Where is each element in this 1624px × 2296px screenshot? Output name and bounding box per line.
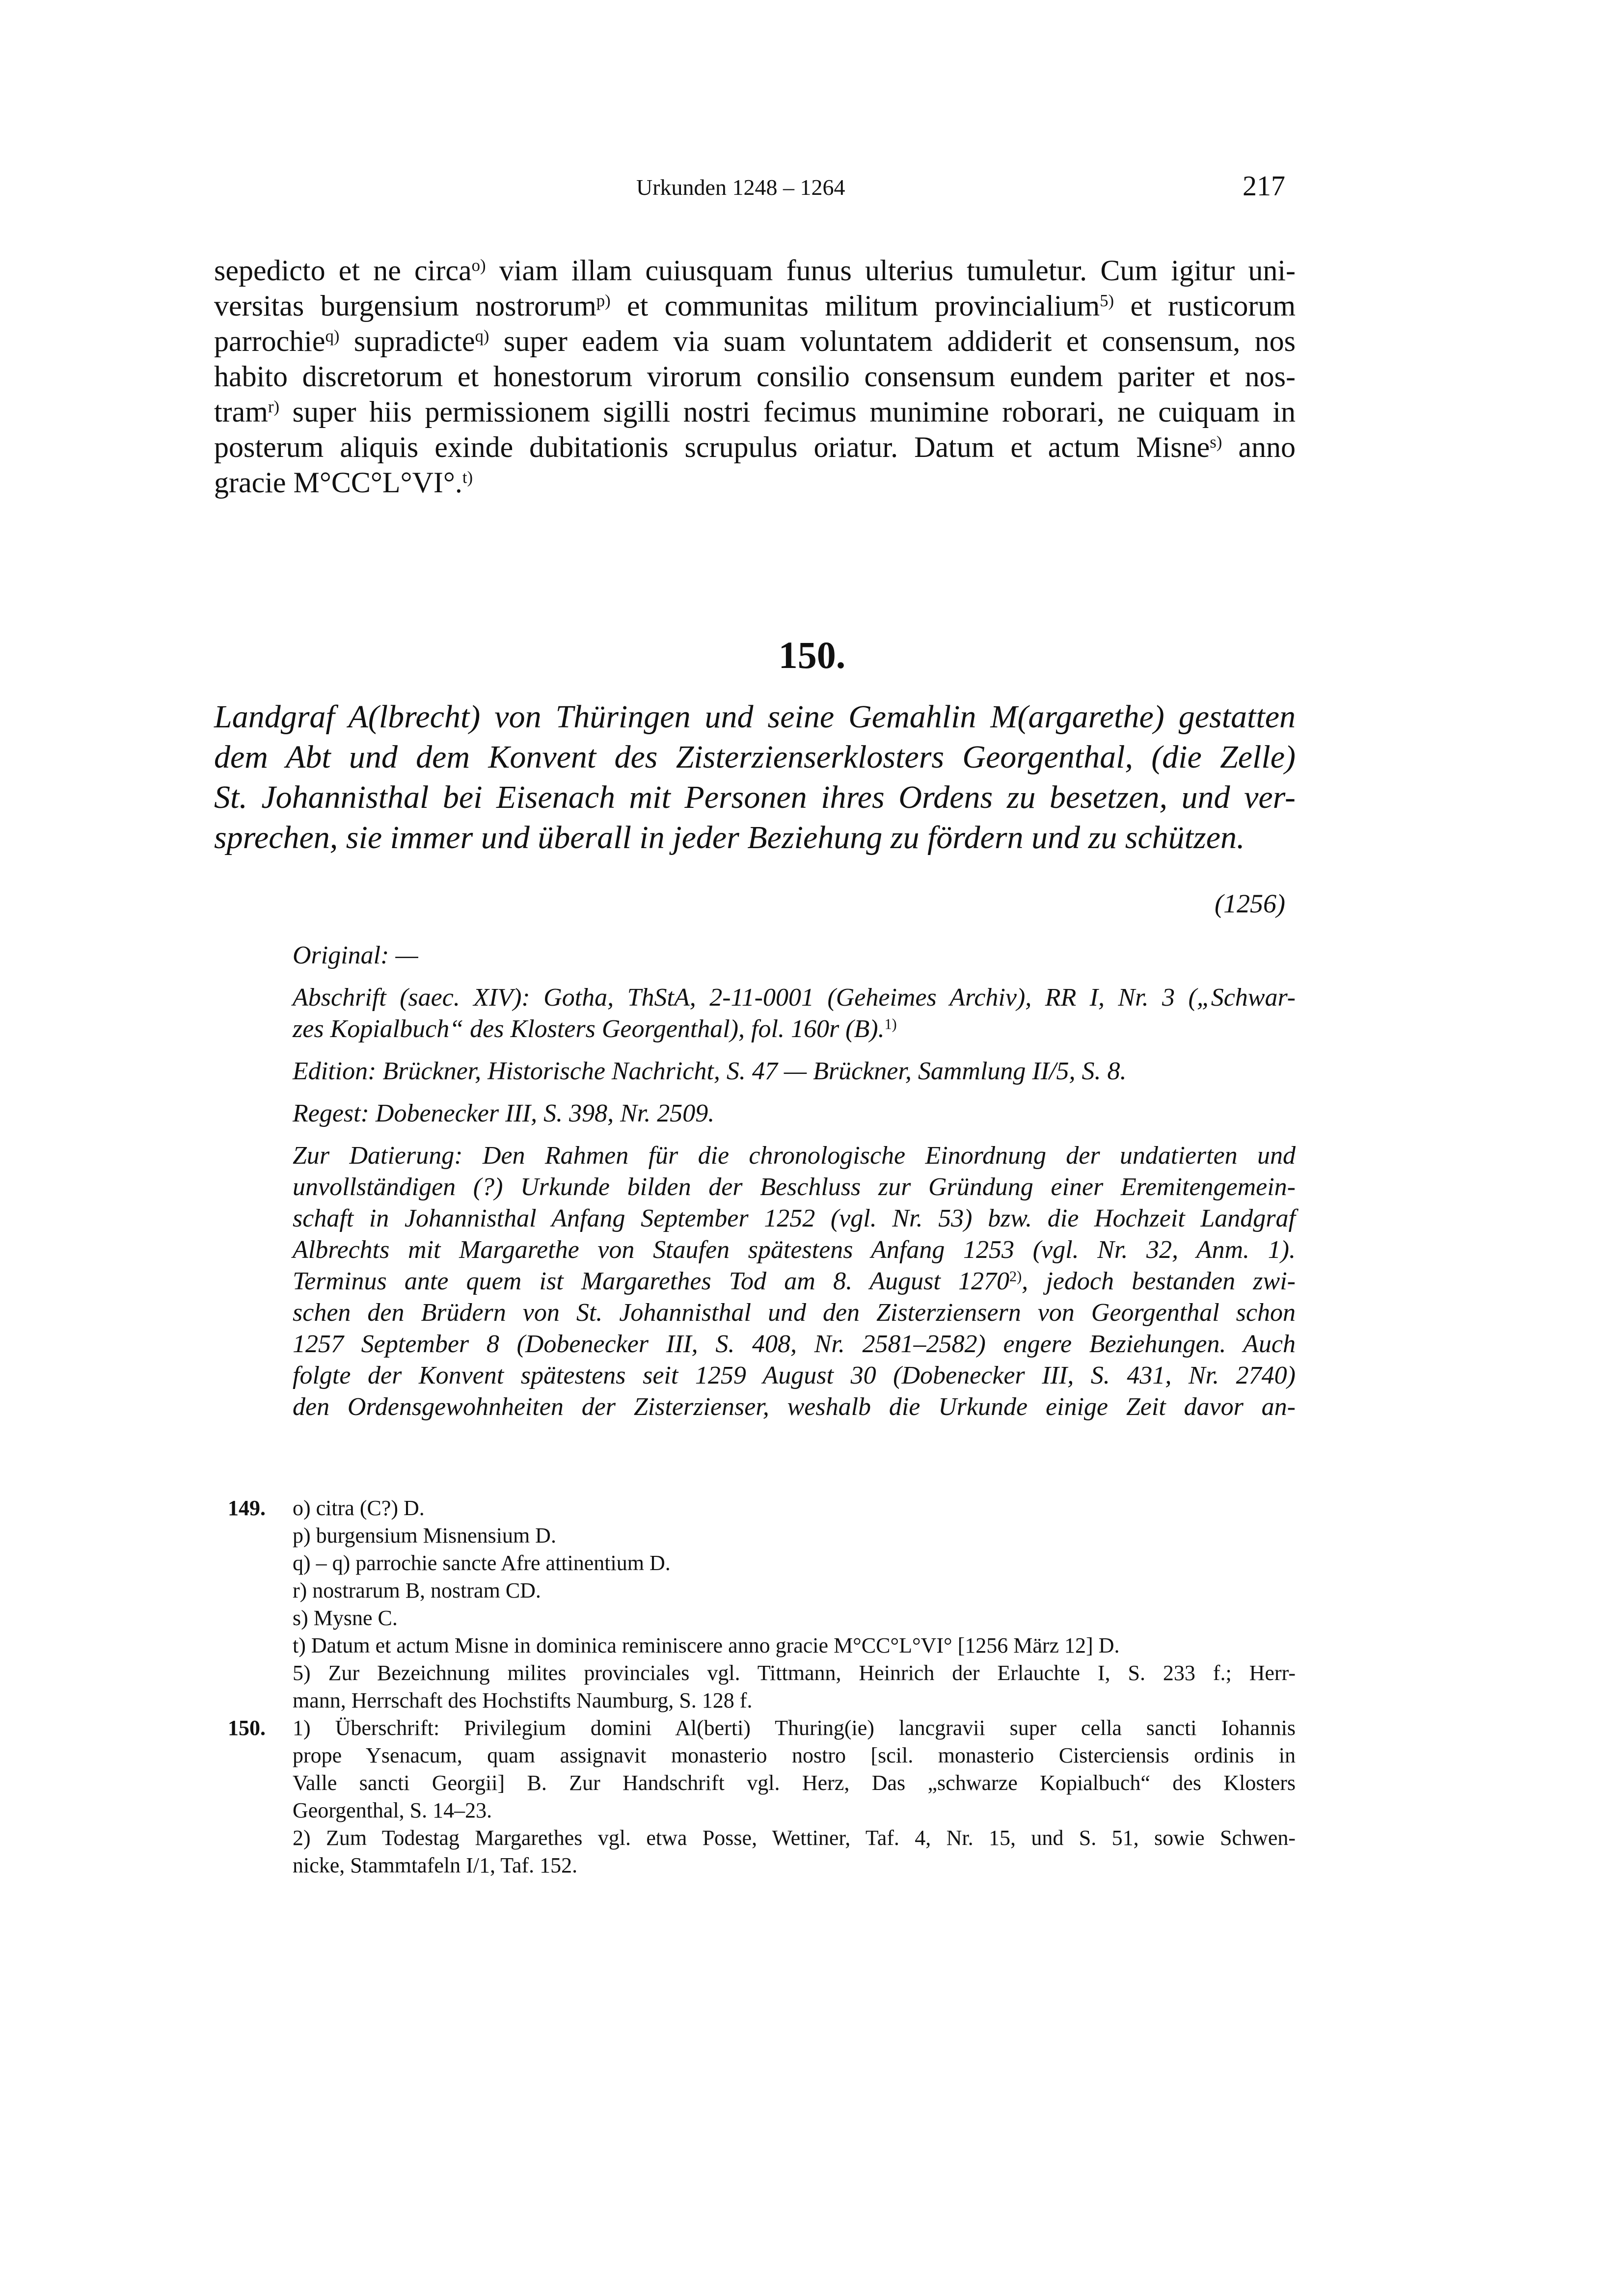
body-line: tram$^{r)}$ super hiis permissionem sigilli nostri fecimus munimine roborari, ne cuiquam in (214, 396, 1296, 428)
body-line: parrochie$^{q)}$ supradicte$^{q)}$ super eadem via suam voluntatem addiderit et consensum, nos (214, 325, 1296, 357)
abschrift-entry: Abschrift (saec. XIV): Gotha, ThStA, 2-11-0001 (Geheimes Archiv), RR I, Nr. 3 („Schwar- zes Kopialbuch“ des Klosters Georgenthal), fol. 160r (B).$^{1)}$ (293, 984, 1296, 1043)
body-line: gracie M°CC°L°VI°.$^{t)}$ (214, 466, 473, 499)
footnote-group-number: 149. (228, 1496, 266, 1520)
footnote-line: mann, Herrschaft des Hochstifts Naumburg, S. 128 f. (293, 1688, 753, 1712)
edition-entry: Edition: Brückner, Historische Nachricht, S. 47 — Brückner, Sammlung II/5, S. 8. (293, 1057, 1127, 1085)
footnote-line: Valle sancti Georgii] B. Zur Handschrift vgl. Herz, Das „schwarze Kopialbuch“ des Klosters (293, 1771, 1296, 1795)
footnote-group-150 (214, 1714, 1296, 1879)
footnote-line: o) citra (C?) D. (293, 1496, 425, 1520)
footnote-line: p) burgensium Misnensium D. (293, 1523, 556, 1548)
regest-line: Landgraf A(lbrecht) von Thüringen und seine Gemahlin M(argarethe) gestatten (214, 699, 1296, 735)
running-head: Urkunden 1248 – 1264 (636, 175, 845, 200)
footnote-line: s) Mysne C. (293, 1606, 398, 1630)
original-entry: Original: — (293, 941, 418, 969)
page-number: 217 (1243, 170, 1285, 202)
body-line: posterum aliquis exinde dubitationis scrupulus oriatur. Datum et actum Misne$^{s)}$ anno (214, 431, 1296, 463)
document-date: (1256) (1215, 889, 1285, 918)
footnote-line: q) – q) parrochie sancte Afre attinentium D. (293, 1551, 671, 1575)
regest-line: sprechen, sie immer und überall in jeder Beziehung zu fördern und zu schützen. (214, 820, 1245, 855)
footnote-line: Georgenthal, S. 14–23. (293, 1798, 492, 1822)
footnote-line: 2) Zum Todestag Margarethes vgl. etwa Posse, Wettiner, Taf. 4, Nr. 15, und S. 51, sowie Schwen- (293, 1826, 1296, 1850)
body-line: sepedicto et ne circa$^{o)}$ viam illam cuiusquam funus ulterius tumuletur. Cum igitur uni- (214, 254, 1296, 287)
footnote-line: t) Datum et actum Misne in dominica reminiscere anno gracie M°CC°L°VI° [1256 März 12] D. (293, 1633, 1120, 1657)
footnote-group-number: 150. (228, 1716, 266, 1740)
regest-summary (214, 697, 1296, 858)
source-apparatus (293, 940, 1296, 1434)
regest-line: dem Abt und dem Konvent des Zisterzienserklosters Georgenthal, (die Zelle) (214, 739, 1296, 775)
body-line: versitas burgensium nostrorum$^{p)}$ et communitas militum provincialium$^{5)}$ et rusticorum (214, 290, 1296, 322)
footnote-line: 5) Zur Bezeichnung milites provinciales vgl. Tittmann, Heinrich der Erlauchte I, S. 233 f.; Herr- (293, 1661, 1296, 1685)
footnote-line: 1) Überschrift: Privilegium domini Al(berti) Thuring(ie) lancgravii super cella sancti Iohannis (293, 1716, 1296, 1740)
document-149-text-continuation (214, 253, 1296, 500)
regest-entry: Regest: Dobenecker III, S. 398, Nr. 2509. (293, 1099, 715, 1127)
footnote-line: r) nostrarum B, nostram CD. (293, 1578, 541, 1602)
body-line: habito discretorum et honestorum virorum consilio consensum eundem pariter et nos- (214, 360, 1296, 393)
footnote-line: nicke, Stammtafeln I/1, Taf. 152. (293, 1853, 578, 1877)
regest-line: St. Johannisthal bei Eisenach mit Personen ihres Ordens zu besetzen, und ver- (214, 779, 1296, 815)
footnote-group-149 (214, 1495, 1296, 1714)
footnote-line: prope Ysenacum, quam assignavit monasterio nostro [scil. monasterio Cisterciensis ordinis in (293, 1743, 1296, 1767)
document-number: 150. (778, 634, 846, 676)
footnotes (214, 1495, 1296, 1879)
datierung-entry: Zur Datierung: Den Rahmen für die chronologische Einordnung der undatierten und unvollständigen (?) Urkunde bilden der Beschluss zur Gründung einer Eremitengemein- schaft in Johannisthal Anfang September 1252 (vgl. Nr. 53) bzw. die Hochzeit Landgraf Albrechts mit Margarethe von Staufen spätestens Anfang 1253 (vgl. Nr. 32, Anm. 1). Terminus ante quem ist Margarethes Tod am 8. August 1270$^{2)}$, jedoch bestanden zwi- schen den Brüdern von St. Johannisthal und den Zisterziensern von Georgenthal schon 1257 September 8 (Dobenecker III, S. 408, Nr. 2581–2582) engere Beziehungen. Auch folgte der Konvent spätestens seit 1259 August 30 (Dobenecker III, S. 431, Nr. 2740) den Ordensgewohnheiten der Zisterzienser, weshalb die Urkunde einige Zeit davor an- (293, 1142, 1296, 1421)
